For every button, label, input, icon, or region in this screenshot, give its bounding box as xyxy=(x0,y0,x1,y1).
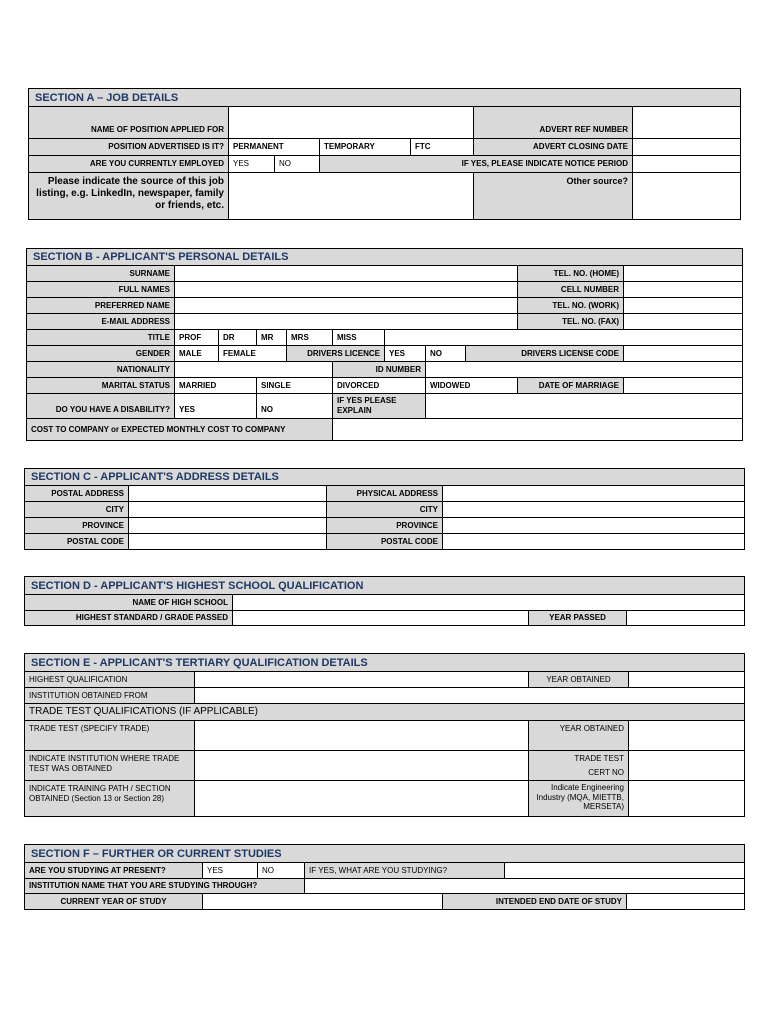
postal-code-label: POSTAL CODE xyxy=(25,534,129,549)
physical-address-label: PHYSICAL ADDRESS xyxy=(327,486,443,502)
physical-address-field[interactable] xyxy=(443,486,744,502)
drivers-code-label: DRIVERS LICENSE CODE xyxy=(466,346,624,362)
surname-label: SURNAME xyxy=(27,266,175,282)
physical-province-field[interactable] xyxy=(443,518,744,534)
postal-city-field[interactable] xyxy=(129,502,327,518)
tel-home-field[interactable] xyxy=(624,266,742,282)
notice-period-label: IF YES, PLEASE INDICATE NOTICE PERIOD xyxy=(320,156,633,173)
date-marriage-label: DATE OF MARRIAGE xyxy=(518,378,624,394)
highest-qualification-field[interactable] xyxy=(195,672,529,688)
end-date-field[interactable] xyxy=(627,894,744,909)
postal-address-label: POSTAL ADDRESS xyxy=(25,486,129,502)
postal-address-field[interactable] xyxy=(129,486,327,502)
marital-widowed[interactable]: WIDOWED xyxy=(426,378,518,394)
section-d-title: SECTION D - APPLICANT'S HIGHEST SCHOOL QUALIFICATION xyxy=(25,577,744,595)
postal-province-field[interactable] xyxy=(129,518,327,534)
cell-label: CELL NUMBER xyxy=(518,282,624,298)
section-f-title: SECTION F – FURTHER OR CURRENT STUDIES xyxy=(25,845,744,863)
year-obtained-label: YEAR OBTAINED xyxy=(529,672,629,688)
preferred-name-field[interactable] xyxy=(175,298,518,314)
postal-city-label: CITY xyxy=(25,502,129,518)
marital-married[interactable]: MARRIED xyxy=(175,378,257,394)
industry-field[interactable] xyxy=(629,781,744,816)
preferred-name-label: PREFERRED NAME xyxy=(27,298,175,314)
grade-label: HIGHEST STANDARD / GRADE PASSED xyxy=(25,611,233,625)
studying-yes[interactable]: YES xyxy=(203,863,258,879)
other-source-field[interactable] xyxy=(633,173,740,219)
advert-ref-label: ADVERT REF NUMBER xyxy=(474,107,633,139)
disability-explain-field[interactable] xyxy=(426,394,742,419)
id-number-label: ID NUMBER xyxy=(333,362,426,378)
tel-fax-label: TEL. NO. (FAX) xyxy=(518,314,624,330)
section-a xyxy=(28,88,741,220)
gender-female[interactable]: FEMALE xyxy=(219,346,287,362)
physical-city-field[interactable] xyxy=(443,502,744,518)
cert-line-1: TRADE TEST xyxy=(574,754,624,763)
title-prof[interactable]: PROF xyxy=(175,330,219,346)
year-obtained-field[interactable] xyxy=(629,672,744,688)
cert-line-2: CERT NO xyxy=(588,767,624,777)
disability-no[interactable]: NO xyxy=(257,394,333,419)
industry-label: Indicate Engineering Industry (MQA, MIETTB, MERSETA) xyxy=(529,781,629,816)
employed-label: ARE YOU CURRENTLY EMPLOYED xyxy=(29,156,229,173)
nationality-field[interactable] xyxy=(175,362,333,378)
trade-test-field[interactable] xyxy=(195,721,529,751)
disability-label: DO YOU HAVE A DISABILITY? xyxy=(27,394,175,419)
section-b xyxy=(26,248,743,441)
gender-male[interactable]: MALE xyxy=(175,346,219,362)
id-number-field[interactable] xyxy=(426,362,742,378)
closing-date-field[interactable] xyxy=(633,139,740,156)
physical-code-label: POSTAL CODE xyxy=(327,534,443,549)
postal-code-field[interactable] xyxy=(129,534,327,549)
title-other-field[interactable] xyxy=(385,330,742,346)
ctc-field[interactable] xyxy=(333,419,742,440)
highest-qualification-label: HIGHEST QUALIFICATION xyxy=(25,672,195,688)
position-label: NAME OF POSITION APPLIED FOR xyxy=(29,107,229,139)
high-school-label: NAME OF HIGH SCHOOL xyxy=(25,595,233,611)
grade-field[interactable] xyxy=(233,611,529,625)
end-date-label: INTENDED END DATE OF STUDY xyxy=(443,894,627,909)
section-e xyxy=(24,653,745,817)
current-year-field[interactable] xyxy=(203,894,443,909)
tel-home-label: TEL. NO. (HOME) xyxy=(518,266,624,282)
position-field[interactable] xyxy=(229,107,474,139)
full-names-label: FULL NAMES xyxy=(27,282,175,298)
studying-label: ARE YOU STUDYING AT PRESENT? xyxy=(25,863,203,879)
training-path-label: INDICATE TRAINING PATH / SECTION OBTAINED (Section 13 or Section 28) xyxy=(25,781,195,816)
source-label: Please indicate the source of this job listing, e.g. LinkedIn, newspaper, family or friends, etc. xyxy=(29,173,229,219)
trade-institution-label: INDICATE INSTITUTION WHERE TRADE TEST WAS OBTAINED xyxy=(25,751,195,781)
postal-province-label: PROVINCE xyxy=(25,518,129,534)
source-field[interactable] xyxy=(229,173,474,219)
disability-explain-label: IF YES PLEASE EXPLAIN xyxy=(333,394,426,419)
title-miss[interactable]: MISS xyxy=(333,330,385,346)
title-dr[interactable]: DR xyxy=(219,330,257,346)
study-institution-label: INSTITUTION NAME THAT YOU ARE STUDYING THROUGH? xyxy=(25,879,305,894)
email-label: E-MAIL ADDRESS xyxy=(27,314,175,330)
section-e-title: SECTION E - APPLICANT'S TERTIARY QUALIFICATION DETAILS xyxy=(25,654,744,672)
high-school-field[interactable] xyxy=(233,595,744,611)
marital-single[interactable]: SINGLE xyxy=(257,378,333,394)
title-label: TITLE xyxy=(27,330,175,346)
year-passed-field[interactable] xyxy=(627,611,744,625)
marital-divorced[interactable]: DIVORCED xyxy=(333,378,426,394)
licence-yes[interactable]: YES xyxy=(385,346,426,362)
title-mrs[interactable]: MRS xyxy=(287,330,333,346)
studying-no[interactable]: NO xyxy=(258,863,305,879)
trade-year-label: YEAR OBTAINED xyxy=(529,721,629,751)
advert-ref-field[interactable] xyxy=(633,107,740,139)
cert-no-field[interactable] xyxy=(629,751,744,781)
employed-yes[interactable]: YES xyxy=(229,156,275,173)
trade-test-heading: TRADE TEST QUALIFICATIONS (IF APPLICABLE) xyxy=(25,704,744,721)
physical-code-field[interactable] xyxy=(443,534,744,549)
ctc-label: COST TO COMPANY or EXPECTED MONTHLY COST TO COMPANY xyxy=(27,419,333,440)
permanent-option[interactable]: PERMANENT xyxy=(229,139,320,156)
physical-province-label: PROVINCE xyxy=(327,518,443,534)
drivers-code-field[interactable] xyxy=(624,346,742,362)
tel-work-label: TEL. NO. (WORK) xyxy=(518,298,624,314)
nationality-label: NATIONALITY xyxy=(27,362,175,378)
employed-no[interactable]: NO xyxy=(275,156,320,173)
tel-fax-field[interactable] xyxy=(624,314,742,330)
section-d xyxy=(24,576,745,626)
ftc-option[interactable]: FTC xyxy=(411,139,474,156)
training-path-field[interactable] xyxy=(195,781,529,816)
date-marriage-field[interactable] xyxy=(624,378,742,394)
closing-date-label: ADVERT CLOSING DATE xyxy=(474,139,633,156)
studying-what-field[interactable] xyxy=(505,863,744,879)
disability-yes[interactable]: YES xyxy=(175,394,257,419)
cell-field[interactable] xyxy=(624,282,742,298)
full-names-field[interactable] xyxy=(175,282,518,298)
tel-work-field[interactable] xyxy=(624,298,742,314)
section-c xyxy=(24,468,745,550)
temporary-option[interactable]: TEMPORARY xyxy=(320,139,411,156)
cert-no-label xyxy=(529,751,629,781)
trade-test-label: TRADE TEST (SPECIFY TRADE) xyxy=(25,721,195,751)
title-mr[interactable]: MR xyxy=(257,330,287,346)
section-b-title: SECTION B - APPLICANT'S PERSONAL DETAILS xyxy=(27,249,742,266)
surname-field[interactable] xyxy=(175,266,518,282)
email-field[interactable] xyxy=(175,314,518,330)
institution-label: INSTITUTION OBTAINED FROM xyxy=(25,688,195,704)
section-c-title: SECTION C - APPLICANT'S ADDRESS DETAILS xyxy=(25,469,744,486)
trade-year-field[interactable] xyxy=(629,721,744,751)
marital-status-label: MARITAL STATUS xyxy=(27,378,175,394)
section-f xyxy=(24,844,745,910)
studying-what-label: IF YES, WHAT ARE YOU STUDYING? xyxy=(305,863,505,879)
institution-field[interactable] xyxy=(195,688,744,704)
drivers-licence-label: DRIVERS LICENCE xyxy=(287,346,385,362)
physical-city-label: CITY xyxy=(327,502,443,518)
study-institution-field[interactable] xyxy=(305,879,744,894)
licence-no[interactable]: NO xyxy=(426,346,466,362)
gender-label: GENDER xyxy=(27,346,175,362)
year-passed-label: YEAR PASSED xyxy=(529,611,627,625)
advertised-label: POSITION ADVERTISED IS IT? xyxy=(29,139,229,156)
trade-institution-field[interactable] xyxy=(195,751,529,781)
other-source-label: Other source? xyxy=(474,173,633,219)
section-a-title: SECTION A – JOB DETAILS xyxy=(29,89,740,107)
current-year-label: CURRENT YEAR OF STUDY xyxy=(25,894,203,909)
notice-period-field[interactable] xyxy=(633,156,740,173)
